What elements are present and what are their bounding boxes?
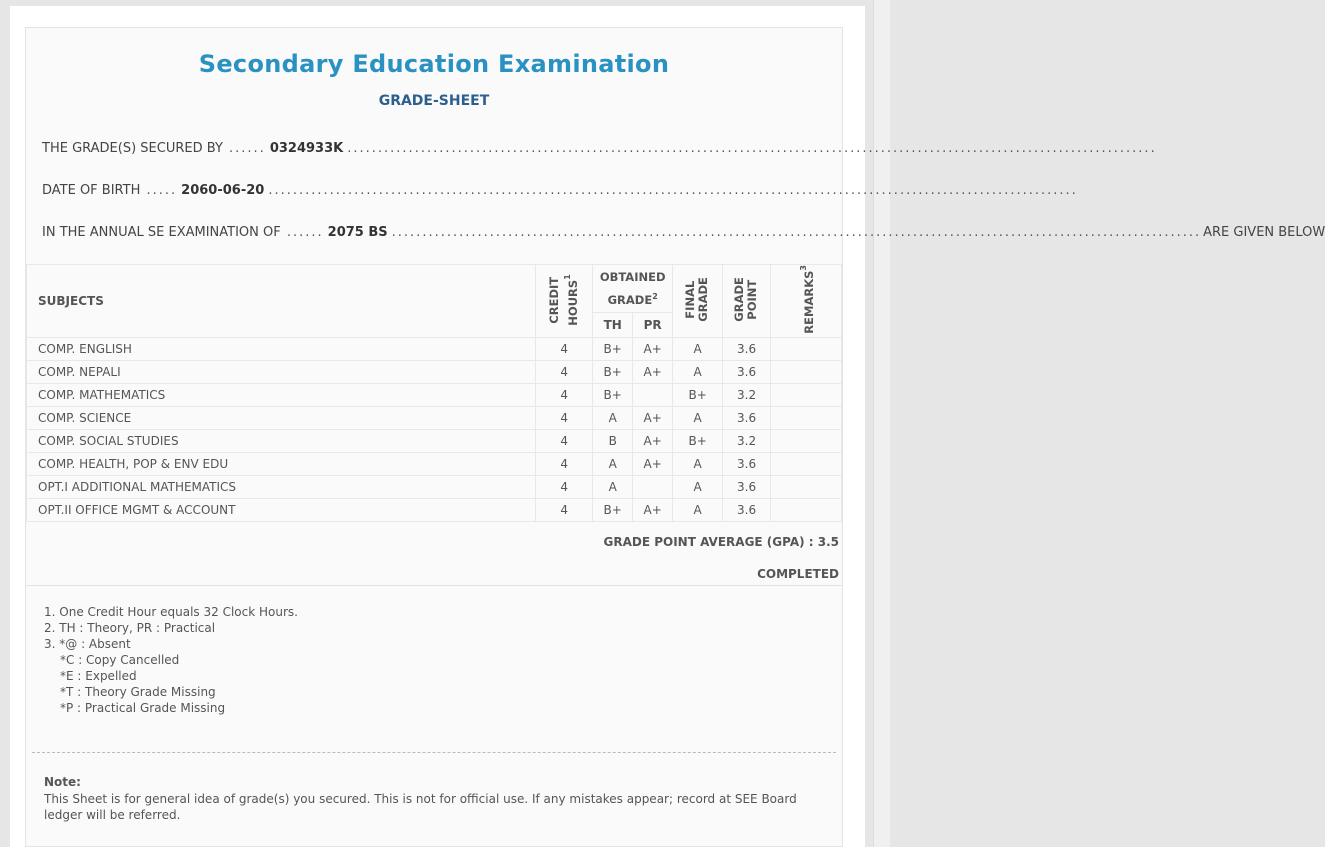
exam-label: IN THE ANNUAL SE EXAMINATION OF [42, 225, 281, 240]
grade-point-cell: 3.6 [723, 406, 771, 429]
dob-line: DATE OF BIRTH ..... 2060-06-20 .................................................................................................................................... [42, 183, 1078, 198]
th-grade-cell: B+ [593, 383, 633, 406]
exam-suffix: ARE GIVEN BELOW [1203, 225, 1325, 240]
th-grade-cell: B [593, 429, 633, 452]
grade-point-cell: 3.6 [723, 498, 771, 521]
credit-hours-cell: 4 [536, 452, 593, 475]
remarks-header: REMARKS$^3$ [771, 265, 842, 338]
subject-cell: COMP. SCIENCE [27, 406, 536, 429]
credit-hours-cell: 4 [536, 383, 593, 406]
result-status: COMPLETED [757, 567, 839, 581]
table-row [27, 360, 842, 383]
final-grade-cell: A [673, 498, 723, 521]
table-row [27, 383, 842, 406]
symbol-number: 0324933K [269, 141, 344, 156]
table-row [27, 406, 842, 429]
th-grade-cell: B+ [593, 498, 633, 521]
remarks-cell [771, 452, 842, 475]
final-grade-cell: A [673, 475, 723, 498]
pr-grade-cell: A+ [633, 360, 673, 383]
final-grade-cell: B+ [673, 383, 723, 406]
grade-point-cell: 3.6 [723, 475, 771, 498]
footnote-item: *P : Practical Grade Missing [60, 701, 226, 715]
note-text: This Sheet is for general idea of grade(s) you secured. This is not for official use. If any mistakes appear; record at SEE Board ledger will be referred. [44, 792, 797, 822]
subject-cell: COMP. ENGLISH [27, 337, 536, 360]
final-grade-cell: A [673, 406, 723, 429]
table-row [27, 429, 842, 452]
table-row [27, 337, 842, 360]
table-row [27, 498, 842, 521]
th-header: TH [593, 313, 633, 338]
gpa-value: GRADE POINT AVERAGE (GPA) : 3.5 [603, 535, 839, 549]
dob-value: 2060-06-20 [181, 183, 265, 198]
grade-sheet [25, 27, 1325, 847]
grades-table [26, 264, 842, 522]
grade-point-cell: 3.6 [723, 337, 771, 360]
th-grade-cell: B+ [593, 360, 633, 383]
th-grade-cell: B+ [593, 337, 633, 360]
subjects-header: SUBJECTS [27, 265, 536, 338]
subject-cell: OPT.II OFFICE MGMT & ACCOUNT [27, 498, 536, 521]
grade-point-cell: 3.6 [723, 360, 771, 383]
pr-grade-cell: A+ [633, 406, 673, 429]
final-grade-cell: A [673, 360, 723, 383]
grade-point-cell: 3.2 [723, 383, 771, 406]
grade-point-cell: 3.2 [723, 429, 771, 452]
subject-cell: COMP. HEALTH, POP & ENV EDU [27, 452, 536, 475]
exam-year: 2075 BS [327, 225, 388, 240]
dashed-divider [32, 752, 836, 753]
footnotes [44, 604, 298, 716]
pr-grade-cell: A+ [633, 498, 673, 521]
footnote-item: 1. One Credit Hour equals 32 Clock Hours. [44, 605, 298, 619]
credit-hours-cell: 4 [536, 360, 593, 383]
final-grade-cell: A [673, 452, 723, 475]
page-title: Secondary Education Examination [198, 50, 670, 78]
remarks-cell [771, 498, 842, 521]
exam-line: IN THE ANNUAL SE EXAMINATION OF ...... 2075 BS .................................................................................................................................... ARE GIVEN BELOW [42, 225, 1325, 240]
sheet-subtitle: GRADE-SHEET [378, 93, 490, 109]
final-grade-cell: A [673, 337, 723, 360]
obtained-grade-header: OBTAINED GRADE$^2$ [593, 265, 673, 313]
remarks-cell [771, 383, 842, 406]
credit-hours-cell: 4 [536, 337, 593, 360]
th-grade-cell: A [593, 452, 633, 475]
credit-hours-cell: 4 [536, 406, 593, 429]
credit-hours-cell: 4 [536, 475, 593, 498]
credit-hours-cell: 4 [536, 429, 593, 452]
footnote-item: *E : Expelled [60, 669, 137, 683]
pr-grade-cell: A+ [633, 337, 673, 360]
grade-point-header: GRADE POINT [723, 265, 771, 338]
th-grade-cell: A [593, 406, 633, 429]
pr-grade-cell: A+ [633, 452, 673, 475]
table-row [27, 475, 842, 498]
pr-grade-cell [633, 383, 673, 406]
footnote-item: *T : Theory Grade Missing [60, 685, 216, 699]
remarks-cell [771, 475, 842, 498]
remarks-cell [771, 360, 842, 383]
pr-grade-cell: A+ [633, 429, 673, 452]
note-title: Note: [44, 775, 81, 789]
pr-grade-cell [633, 475, 673, 498]
grade-point-cell: 3.6 [723, 452, 771, 475]
secured-by-line: THE GRADE(S) SECURED BY ...... 0324933K .................................................................................................................................... [42, 141, 1157, 156]
credit-hours-cell: 4 [536, 498, 593, 521]
vertical-scrollbar[interactable] [873, 0, 890, 847]
subject-cell: COMP. MATHEMATICS [27, 383, 536, 406]
remarks-cell [771, 429, 842, 452]
footnote-item: *C : Copy Cancelled [60, 653, 180, 667]
pr-header: PR [633, 313, 673, 338]
credit-hours-header: CREDIT HOURS$^1$ [536, 265, 593, 338]
footnote-item: 2. TH : Theory, PR : Practical [44, 621, 216, 635]
subject-cell: OPT.I ADDITIONAL MATHEMATICS [27, 475, 536, 498]
remarks-cell [771, 406, 842, 429]
remarks-cell [771, 337, 842, 360]
secured-by-label: THE GRADE(S) SECURED BY [42, 141, 223, 156]
dob-label: DATE OF BIRTH [42, 183, 141, 198]
th-grade-cell: A [593, 475, 633, 498]
divider [26, 585, 842, 586]
final-grade-header: FINAL GRADE [673, 265, 723, 338]
subject-cell: COMP. NEPALI [27, 360, 536, 383]
footnote-item: 3. *@ : Absent [44, 637, 131, 651]
table-row [27, 452, 842, 475]
subject-cell: COMP. SOCIAL STUDIES [27, 429, 536, 452]
final-grade-cell: B+ [673, 429, 723, 452]
